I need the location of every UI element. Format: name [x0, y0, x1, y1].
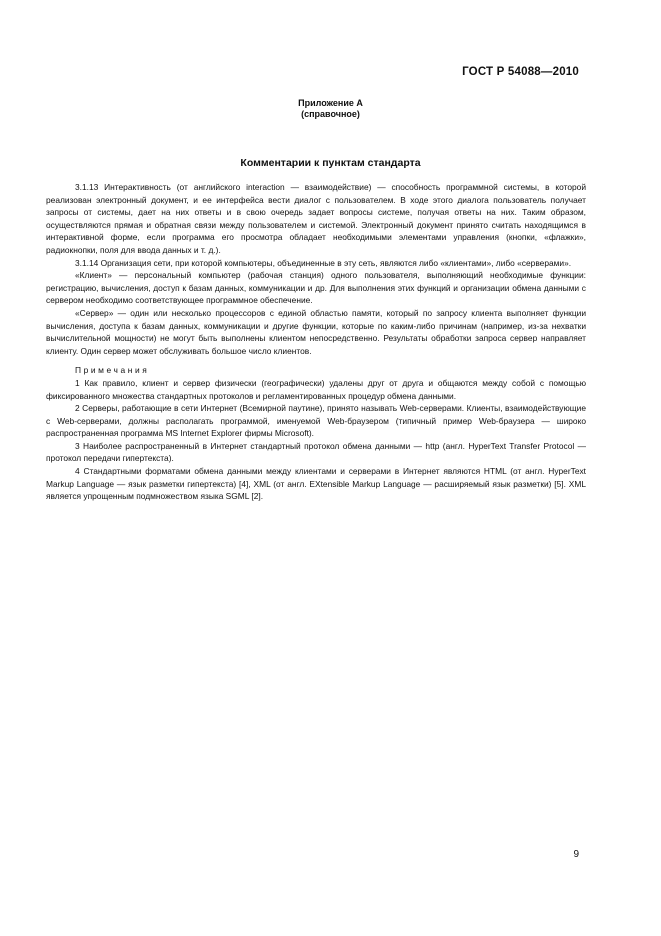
paragraph-3-1-14: 3.1.14 Организация сети, при которой компьютеры, объединенные в эту сеть, являются либо «клиентами», либо «серверами». — [75, 257, 572, 268]
document-body — [46, 181, 586, 503]
notes-heading: Примечания — [75, 365, 150, 376]
spacer — [46, 357, 586, 364]
paragraph-server: «Сервер» — один или несколько процессоров с единой областью памяти, который по запросу клиента выполняет функции вычисления, доступа к базам данных, коммуникации и другие функции, которые по каким-либо причинам (например, из-за нехватки вычислительной мощности) не могут быть выполнены клиентом непосредственно. Результаты обработки запроса сервер направляет клиенту. Один сервер может обслуживать большое число клиентов. — [46, 307, 586, 356]
appendix-title: Приложение А — [298, 98, 363, 108]
note-item-3: 3 Наиболее распространенный в Интернет стандартный протокол обмена данными — http (англ. HyperText Transfer Protocol — протокол передачи гипертекста). — [46, 440, 586, 464]
note-item-4: 4 Стандартными форматами обмена данными между клиентами и серверами в Интернет являются HTML (от англ. HyperText Markup Language — язык разметки гипертекста) [4], XML (от англ. EXtensible Markup Language — расширяемый язык разметки) [5]. XML является упрощенным подмножеством языка SGML [2]. — [46, 466, 586, 502]
page-number: 9 — [573, 849, 579, 860]
paragraph-client: «Клиент» — персональный компьютер (рабочая станция) одного пользователя, выполняющий необходимые функции: регистрацию, вычисления, доступ к базам данных, коммуникации и др. Для выполнения этих функций и организации обмена данными с сервером необходимо соответствующее программное обеспечение. — [46, 270, 586, 306]
note-item-1: 1 Как правило, клиент и сервер физически (географически) удалены друг от друга и общаются между собой с помощью фиксированного множества стандартных протоколов и регламентированных процедур обмена данными. — [46, 377, 586, 401]
appendix-type: (справочное) — [301, 109, 360, 119]
standard-designation: ГОСТ Р 54088—2010 — [462, 66, 579, 78]
section-title: Комментарии к пунктам стандарта — [240, 157, 421, 169]
note-item-2: 2 Серверы, работающие в сети Интернет (Всемирной паутине), принято называть Web-серверами. Клиенты, взаимодействующие с Web-серверами, должны располагать программой, именуемой Web-браузером (типичный пример Web-браузера — широко распространенная программа MS Internet Explorer фирмы Microsoft). — [46, 403, 586, 439]
paragraph-3-1-13: 3.1.13 Интерактивность (от английского interaction — взаимодействие) — способность программной системы, в которой реализован электронный документ, и ее интерфейса вести диалог с пользователем. В ходе этого диалога пользователь получает запросы от системы, дает на них ответы и в свою очередь задает вопросы системе, получая ответы на них. Таким образом, осуществляются прямая и обратная связи между пользователем и системой. Электронный документ принято считать находящимся в интерактивной форме, если программа его просмотра обладает необходимыми элементами управления (кнопки, «флажки», радиокнопки, поля для ввода данных и т. д.). — [46, 182, 586, 255]
appendix-heading — [0, 98, 661, 120]
